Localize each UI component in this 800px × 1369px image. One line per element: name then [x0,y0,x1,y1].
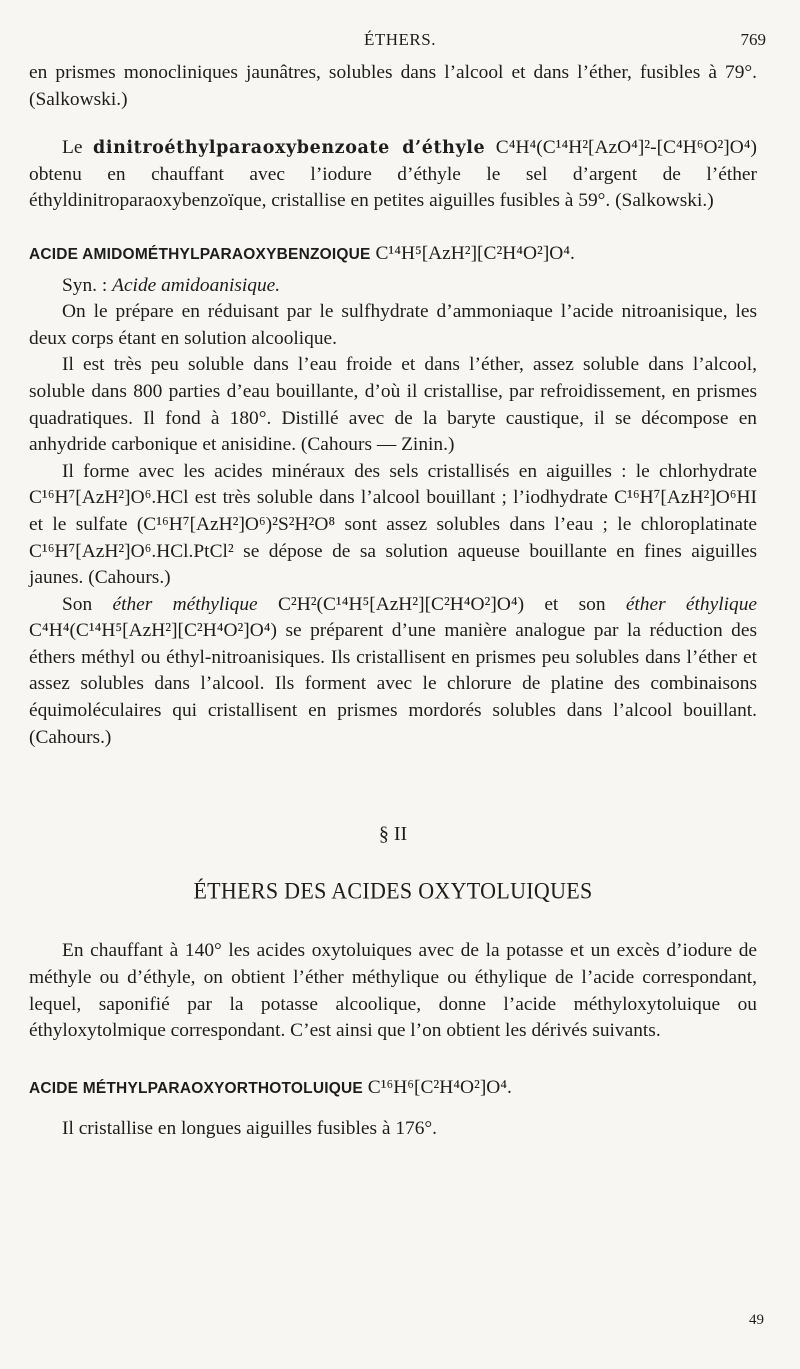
synonym-line [29,273,757,300]
running-title: ÉTHERS. [364,30,436,49]
paragraph-salts: Il forme avec les acides minéraux des sels cristallisés en aiguilles : le chlorhydrate C¹⁶H⁷[AzH²]O⁶.HCl est très soluble dans l’alcool bouillant ; l’iodhydrate C¹⁶H⁷[AzH²]O⁶HI et le sulfate (C¹⁶H⁷[AzH²]O⁶)²S²H²O⁸ sont assez solubles dans l’eau ; le chloroplatinate C¹⁶H⁷[AzH²]O⁶.HCl.PtCl² se dépose de sa solution aqueuse bouillante en fines aiguilles jaunes. (Cahours.) [29,460,757,589]
synonym-name: Acide amidoanisique. [112,274,281,296]
synonym-lead: Syn. : [62,274,113,296]
page-body [29,60,757,1143]
paragraph-preparation: On le prépare en réduisant par le sulfhydrate d’ammoniaque l’acide nitroanisique, les deux corps étant en solution alcoolique. [29,301,757,349]
running-head [0,30,800,56]
paragraph-crystallise: Il cristallise en longues aiguilles fusibles à 176°. [62,1118,438,1140]
compound-name: dinitroéthylparaoxybenzoate d’éthyle [92,138,486,159]
ether-methylique: éther méthylique [112,593,258,615]
compound-heading-amido [29,241,757,269]
paragraph-oxytoluiques: En chauffant à 140° les acides oxytoluiques avec de la potasse et un excès d’iodure de méthyle ou d’éthyle, on obtient l’éther méthylique ou éthylique de l’acide correspondant, lequel, saponifié par la potasse alcoolique, donne l’acide méthyloxytoluique ou éthyloxytolmique correspondant. C’est ainsi que l’on obtient les dérivés suivants. [29,940,757,1042]
paragraph-properties: Il est très peu soluble dans l’eau froide et dans l’éther, assez soluble dans l’alcool, soluble dans 800 parties d’eau bouillante, d’où il cristallise, par refroidissement, en prismes quadratiques. Il fond à 180°. Distillé avec de la baryte caustique, il se décompose en anhydride carbonique et anisidine. (Cahours — Zinin.) [29,354,757,456]
page-number: 769 [740,30,766,49]
paragraph-text: C⁴H⁴(C¹⁴H²[AzO⁴]²-[C⁴H⁶O²]O⁴) obtenu en chauffant avec l’iodure d’éthyle le sel d’argent de l’éther éthyldinitroparaoxybenzoïque, cristallise en petites aiguilles fusibles à 59°. (Salkowski.) [29,137,757,212]
compound-heading-formula: C¹⁶H⁶[C²H⁴O²]O⁴. [362,1076,512,1098]
paragraph-text-b: C²H²(C¹⁴H⁵[AzH²][C²H⁴O²]O⁴) et son [257,593,626,615]
paragraph-lead: Le [62,137,93,159]
paragraph-ethers [29,592,757,752]
compound-heading-title: ACIDE MÉTHYLPARAOXYORTHOTOLUIQUE [29,1079,363,1097]
signature-mark: 49 [749,1312,764,1328]
paragraph-dinitro [29,135,757,215]
compound-heading-methyl [29,1075,757,1103]
compound-heading-title: ACIDE AMIDOMÉTHYLPARAOXYBENZOIQUE [29,245,371,263]
section-title: ÉTHERS DES ACIDES OXYTOLUIQUES [193,877,593,904]
paragraph-text-c: C⁴H⁴(C¹⁴H⁵[AzH²][C²H⁴O²]O⁴) se préparent d’une manière analogue par la réduction des éthers méthyl ou éthyl-nitroanisiques. Ils cristallisent en prismes peu solubles dans l’éther et assez solubles dans l’alcool. Ils forment avec le chlorure de platine des combinaisons équimoléculaires qui cristallisent en prismes mordorés solubles dans l’alcool bouillant. (Cahours.) [29,620,757,748]
compound-heading-formula: C¹⁴H⁵[AzH²][C²H⁴O²]O⁴. [370,242,575,264]
section-mark: § II [378,823,408,846]
paragraph-continuation: en prismes monocliniques jaunâtres, solubles dans l’alcool et dans l’éther, fusibles à 79°. (Salkowski.) [29,62,757,110]
ether-ethylique: éther éthylique [625,593,758,615]
paragraph-text-a: Son [62,593,113,615]
